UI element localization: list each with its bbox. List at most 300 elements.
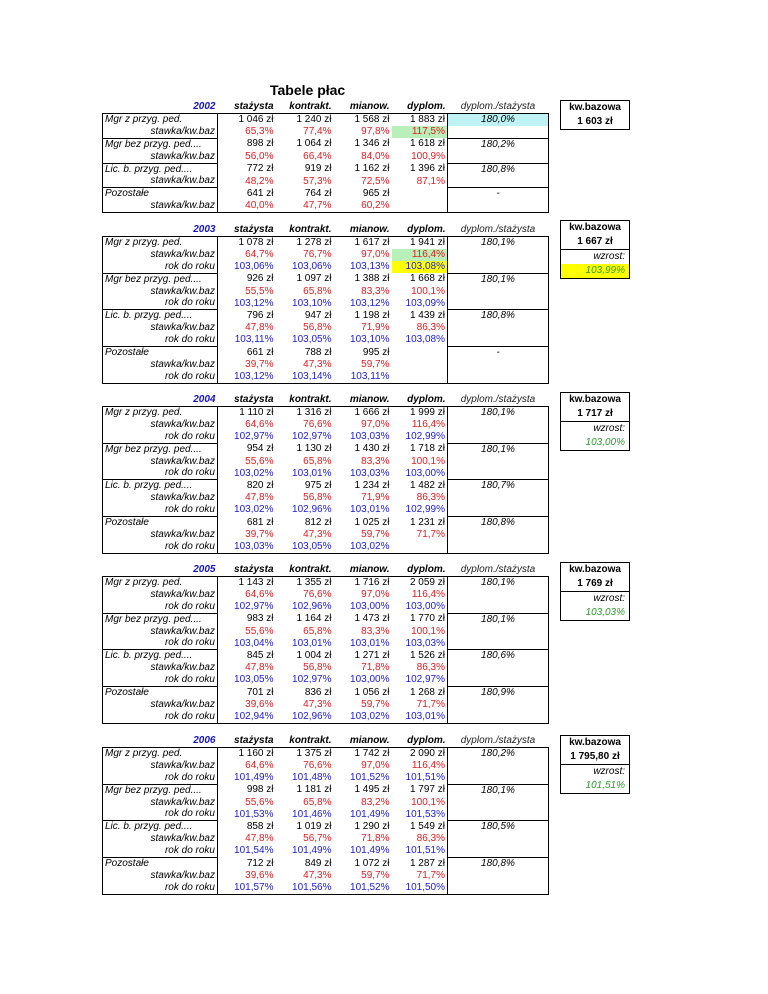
table-cell: 57,3% — [303, 175, 332, 187]
table-cell: 97,8% — [361, 126, 390, 138]
table-cell: 84,0% — [361, 150, 390, 162]
row-label: stawka/kw.baz — [103, 322, 218, 334]
table-cell: 1 160 zł — [218, 747, 276, 759]
table-cell: 1 666 zł — [334, 406, 392, 418]
ratio-cell: 180,1% — [448, 784, 549, 796]
table-row — [103, 613, 549, 625]
table-cell: 101,57% — [218, 882, 276, 894]
table-cell: 64,6% — [218, 419, 276, 431]
table-cell: 1 941 zł — [392, 236, 448, 248]
ratio-cell-empty — [448, 467, 549, 479]
table-row — [103, 261, 549, 273]
table-cell: 59,7% — [361, 358, 390, 370]
table-cell: 103,02% — [218, 467, 276, 479]
table-cell: 100,9% — [392, 151, 448, 163]
ratio-cell: 180,1% — [448, 236, 549, 248]
row-label: Mgr bez przyg. ped.... — [103, 273, 218, 285]
row-label: Mgr z przyg. ped. — [103, 406, 218, 418]
table-row — [103, 151, 549, 163]
table-cell: 65,8% — [303, 796, 332, 808]
table-header-row — [103, 101, 549, 113]
table-cell: 116,4% — [392, 760, 448, 772]
table-cell: 47,3% — [303, 698, 332, 710]
table-cell: 1 482 zł — [392, 480, 448, 492]
table-cell: 71,7% — [392, 699, 448, 711]
table-row — [103, 138, 549, 150]
base-rate-title: kw.bazowa — [569, 102, 621, 113]
table-cell: 1 797 zł — [392, 784, 448, 796]
row-label: stawka/kw.baz — [103, 529, 218, 541]
table-row — [103, 589, 549, 601]
growth-label: wzrost: — [561, 764, 629, 779]
table-cell: 97,0% — [361, 248, 390, 260]
table-cell: 47,3% — [303, 869, 332, 881]
row-label: stawka/kw.baz — [103, 870, 218, 882]
table-cell: 65,8% — [303, 455, 332, 467]
table-row — [103, 529, 549, 541]
table-cell: 1 388 zł — [354, 273, 390, 285]
table-row — [103, 297, 549, 309]
table-cell: 103,01% — [292, 467, 332, 479]
table-cell: 947 zł — [304, 310, 332, 322]
table-row — [103, 200, 549, 212]
table-cell: 681 zł — [218, 517, 276, 529]
table-cell: 71,8% — [361, 833, 390, 845]
table-cell: 56,8% — [303, 662, 332, 674]
table-cell: 1 287 zł — [392, 858, 448, 870]
table-cell: 926 zł — [218, 273, 276, 285]
table-cell: 1 198 zł — [354, 310, 390, 322]
table-row — [103, 760, 549, 772]
row-label: Mgr bez przyg. ped.... — [103, 138, 218, 150]
table-cell: 86,3% — [392, 322, 448, 334]
table-cell — [392, 371, 448, 383]
table-row — [103, 249, 549, 261]
ratio-cell-empty — [448, 286, 549, 298]
row-label: Pozostałe — [103, 347, 218, 359]
ratio-cell-empty — [448, 492, 549, 504]
table-cell: 47,3% — [303, 528, 332, 540]
ratio-cell-empty — [448, 334, 549, 346]
table-cell — [392, 359, 448, 371]
table-cell: 39,7% — [218, 359, 276, 371]
table-row — [103, 711, 549, 723]
table-row — [103, 310, 549, 322]
ratio-cell-empty — [448, 870, 549, 882]
table-cell: 102,96% — [292, 504, 332, 516]
row-label: Lic. b. przyg. ped.... — [103, 310, 218, 322]
table-header-row — [103, 224, 549, 236]
table-cell: 101,49% — [218, 772, 276, 784]
table-cell: 116,4% — [392, 249, 448, 261]
table-cell: 103,03% — [350, 467, 390, 479]
table-row — [103, 626, 549, 638]
table-cell: 1 617 zł — [334, 236, 392, 248]
base-rate-value: 1 667 zł — [577, 236, 613, 247]
ratio-cell-empty — [448, 845, 549, 857]
column-header: mianow. — [349, 394, 390, 405]
base-rate-box-2004 — [560, 392, 630, 451]
table-cell: 55,6% — [218, 456, 276, 468]
row-label: stawka/kw.baz — [103, 175, 218, 187]
table-cell: 83,3% — [361, 625, 390, 637]
table-cell: 1 495 zł — [354, 784, 390, 796]
column-header: kontrakt. — [289, 735, 332, 746]
table-row — [103, 334, 549, 346]
ratio-cell-empty — [448, 297, 549, 309]
table-cell: 103,00% — [392, 467, 448, 479]
table-cell: 836 zł — [304, 686, 332, 698]
table-cell: 71,8% — [361, 662, 390, 674]
table-row — [103, 870, 549, 882]
table-cell: 76,6% — [303, 588, 332, 600]
table-cell: 59,7% — [361, 698, 390, 710]
column-header: stażysta — [234, 735, 274, 746]
table-cell: 56,7% — [303, 833, 332, 845]
table-cell: 764 zł — [304, 188, 332, 200]
table-cell: 97,0% — [361, 418, 390, 430]
table-cell: 1 004 zł — [296, 650, 332, 662]
table-row — [103, 371, 549, 383]
table-cell: 1 716 zł — [334, 576, 392, 588]
ratio-cell: 180,8% — [448, 858, 549, 870]
table-cell: 83,3% — [361, 455, 390, 467]
row-label: rok do roku — [103, 371, 218, 383]
ratio-cell: 180,1% — [448, 443, 549, 455]
table-cell — [392, 188, 448, 200]
table-cell: 47,8% — [218, 833, 276, 845]
row-label: rok do roku — [103, 882, 218, 894]
table-cell: 975 zł — [304, 480, 332, 492]
table-row — [103, 637, 549, 649]
column-header: kontrakt. — [289, 394, 332, 405]
ratio-cell-empty — [448, 371, 549, 383]
table-cell: 661 zł — [218, 347, 276, 359]
table-row — [103, 492, 549, 504]
row-label: stawka/kw.baz — [103, 662, 218, 674]
base-rate-value: 1 603 zł — [577, 116, 613, 127]
base-rate-box-2002 — [560, 100, 630, 130]
growth-value: 101,51% — [585, 780, 625, 791]
ratio-cell: 180,1% — [448, 273, 549, 285]
pay-table-2003 — [102, 224, 548, 384]
table-cell: 55,6% — [218, 797, 276, 809]
table-cell: 76,7% — [303, 248, 332, 260]
table-cell: 116,4% — [392, 589, 448, 601]
table-row — [103, 784, 549, 796]
table-cell: 1 742 zł — [334, 747, 392, 759]
table-cell: 97,0% — [361, 588, 390, 600]
growth-value: 103,03% — [585, 607, 625, 618]
table-cell: 103,11% — [334, 371, 392, 383]
table-cell: 1 355 zł — [276, 576, 334, 588]
table-cell: 64,6% — [218, 760, 276, 772]
pay-table-2006 — [102, 735, 548, 895]
row-label: Lic. b. przyg. ped.... — [103, 163, 218, 175]
row-label: rok do roku — [103, 674, 218, 686]
table-cell: 64,6% — [218, 589, 276, 601]
table-cell: 39,6% — [218, 699, 276, 711]
table-cell: 71,7% — [392, 529, 448, 541]
column-header: dyplom./stażysta — [460, 735, 536, 746]
ratio-cell-empty — [448, 808, 549, 820]
table-row — [103, 674, 549, 686]
table-cell: 103,12% — [350, 297, 390, 309]
row-label: rok do roku — [103, 541, 218, 553]
table-cell: 1 078 zł — [218, 236, 276, 248]
ratio-cell: 180,8% — [448, 163, 549, 175]
table-cell: 1 097 zł — [296, 273, 332, 285]
table-cell: 103,05% — [218, 674, 276, 686]
table-cell: 71,9% — [361, 492, 390, 504]
table-cell: 983 zł — [218, 613, 276, 625]
table-cell: 87,1% — [392, 175, 448, 187]
table-cell: 76,6% — [303, 418, 332, 430]
table-cell: 86,3% — [392, 662, 448, 674]
ratio-cell-empty — [448, 249, 549, 261]
ratio-cell-empty — [448, 833, 549, 845]
ratio-cell: 180,7% — [448, 480, 549, 492]
table-cell — [392, 347, 448, 359]
table-row — [103, 601, 549, 613]
row-label: Mgr z przyg. ped. — [103, 236, 218, 248]
ratio-cell-empty — [448, 797, 549, 809]
table-cell: 101,52% — [350, 771, 390, 783]
table-cell: 103,01% — [392, 711, 448, 723]
table-cell: 100,1% — [392, 456, 448, 468]
row-label: Mgr bez przyg. ped.... — [103, 443, 218, 455]
table-cell: 712 zł — [218, 858, 276, 870]
table-cell: 102,97% — [292, 430, 332, 442]
row-label: rok do roku — [103, 334, 218, 346]
table-row — [103, 286, 549, 298]
table-cell: 1 231 zł — [392, 517, 448, 529]
base-rate-title: kw.bazowa — [569, 394, 621, 405]
table-cell: 812 zł — [304, 516, 332, 528]
table-row — [103, 456, 549, 468]
table-cell: 1 526 zł — [392, 650, 448, 662]
table-cell — [392, 541, 448, 553]
table-cell: 1 473 zł — [354, 613, 390, 625]
row-label: Pozostałe — [103, 188, 218, 200]
table-cell: 103,01% — [350, 504, 390, 516]
column-header: dyplom./stażysta — [460, 101, 536, 112]
table-cell: 48,2% — [218, 175, 276, 187]
ratio-cell: 180,1% — [448, 406, 549, 418]
table-cell: 55,5% — [218, 286, 276, 298]
base-rate-box-2005 — [560, 562, 630, 621]
table-cell: 103,01% — [350, 637, 390, 649]
column-header: dyplom. — [407, 394, 446, 405]
table-row — [103, 467, 549, 479]
table-cell: 1 130 zł — [296, 443, 332, 455]
row-label: stawka/kw.baz — [103, 699, 218, 711]
table-row — [103, 821, 549, 833]
table-cell: 1 019 zł — [296, 821, 332, 833]
table-row — [103, 576, 549, 588]
base-rate-box-2006 — [560, 735, 630, 794]
table-row — [103, 175, 549, 187]
table-cell: 102,97% — [218, 601, 276, 613]
ratio-cell-empty — [448, 662, 549, 674]
ratio-cell-empty — [448, 359, 549, 371]
table-cell: 1 549 zł — [392, 821, 448, 833]
ratio-cell-empty — [448, 699, 549, 711]
ratio-cell-empty — [448, 882, 549, 894]
page-title: Tabele płac — [270, 82, 346, 98]
table-cell: 103,13% — [350, 260, 390, 272]
column-header: dyplom. — [407, 735, 446, 746]
table-cell: 47,7% — [276, 200, 334, 212]
column-header: stażysta — [234, 224, 274, 235]
ratio-cell-empty — [448, 504, 549, 516]
row-label: stawka/kw.baz — [103, 359, 218, 371]
row-label: Lic. b. przyg. ped.... — [103, 650, 218, 662]
table-cell: 71,9% — [361, 322, 390, 334]
table-cell: 83,2% — [361, 796, 390, 808]
table-cell: 995 zł — [362, 346, 390, 358]
ratio-cell-empty — [448, 322, 549, 334]
ratio-cell: 180,8% — [448, 310, 549, 322]
row-label: stawka/kw.baz — [103, 419, 218, 431]
table-cell: 103,00% — [350, 674, 390, 686]
base-rate-value: 1 795,80 zł — [570, 751, 620, 762]
column-header: mianow. — [349, 224, 390, 235]
table-cell: 103,02% — [334, 541, 392, 553]
table-cell: 103,03% — [392, 637, 448, 649]
table-cell: 86,3% — [392, 833, 448, 845]
ratio-cell-empty — [448, 772, 549, 784]
column-header: kontrakt. — [289, 101, 332, 112]
ratio-cell: 180,0% — [448, 113, 549, 125]
table-cell: 103,05% — [292, 334, 332, 346]
table-cell: 919 zł — [304, 163, 332, 175]
table-cell: 1 430 zł — [354, 443, 390, 455]
table-cell: 103,08% — [392, 261, 448, 273]
table-cell: 103,06% — [218, 261, 276, 273]
ratio-cell: - — [448, 188, 549, 200]
row-label: stawka/kw.baz — [103, 286, 218, 298]
table-cell: 65,8% — [303, 285, 332, 297]
ratio-cell-empty — [448, 200, 549, 212]
table-row — [103, 236, 549, 248]
table-row — [103, 359, 549, 371]
table-cell: 59,7% — [361, 869, 390, 881]
row-label: rok do roku — [103, 637, 218, 649]
table-row — [103, 797, 549, 809]
row-label: Mgr z przyg. ped. — [103, 576, 218, 588]
table-row — [103, 662, 549, 674]
growth-label: wzrost: — [561, 421, 629, 436]
row-label: rok do roku — [103, 808, 218, 820]
year-label: 2004 — [193, 394, 216, 405]
column-header: kontrakt. — [289, 224, 332, 235]
table-cell: 1 110 zł — [218, 406, 276, 418]
row-label: Lic. b. przyg. ped.... — [103, 821, 218, 833]
ratio-cell: 180,2% — [448, 138, 549, 150]
table-cell: 101,46% — [292, 808, 332, 820]
row-label: rok do roku — [103, 504, 218, 516]
ratio-cell-empty — [448, 541, 549, 553]
table-cell: 1 046 zł — [218, 113, 276, 125]
ratio-cell-empty — [448, 601, 549, 613]
base-rate-value: 1 717 zł — [577, 408, 613, 419]
table-cell: 1 375 zł — [276, 747, 334, 759]
table-cell: 1 072 zł — [354, 857, 390, 869]
table-cell: 701 zł — [218, 687, 276, 699]
column-header: stażysta — [234, 101, 274, 112]
table-row — [103, 845, 549, 857]
table-cell: 71,7% — [392, 870, 448, 882]
table-row — [103, 747, 549, 759]
table-cell: 56,0% — [218, 151, 276, 163]
row-label: Mgr z przyg. ped. — [103, 113, 218, 125]
table-row — [103, 273, 549, 285]
table-cell: 1 143 zł — [218, 576, 276, 588]
table-cell: 1 064 zł — [296, 138, 332, 150]
year-label: 2002 — [193, 101, 216, 112]
growth-value: 103,99% — [561, 264, 629, 278]
table-cell: 101,51% — [392, 845, 448, 857]
table-cell: 858 zł — [218, 821, 276, 833]
table-cell: 101,48% — [292, 771, 332, 783]
row-label: Lic. b. przyg. ped.... — [103, 480, 218, 492]
ratio-cell: 180,2% — [448, 747, 549, 759]
table-cell: 76,6% — [303, 759, 332, 771]
growth-value: 103,00% — [585, 437, 625, 448]
table-row — [103, 882, 549, 894]
column-header: dyplom./stażysta — [460, 564, 536, 575]
table-cell: 103,04% — [218, 637, 276, 649]
table-row — [103, 833, 549, 845]
table-cell: 39,6% — [218, 870, 276, 882]
row-label: stawka/kw.baz — [103, 589, 218, 601]
table-row — [103, 126, 549, 138]
table-cell: 101,54% — [218, 845, 276, 857]
table-row — [103, 687, 549, 699]
column-header: dyplom./stażysta — [460, 394, 536, 405]
table-cell: 103,00% — [350, 600, 390, 612]
base-rate-box-2003 — [560, 220, 630, 279]
table-cell: 103,12% — [218, 297, 276, 309]
table-cell: 103,01% — [292, 637, 332, 649]
table-row — [103, 504, 549, 516]
row-label: Mgr bez przyg. ped.... — [103, 784, 218, 796]
ratio-cell-empty — [448, 151, 549, 163]
table-header-row — [103, 735, 549, 747]
table-cell: 2 059 zł — [392, 576, 448, 588]
table-cell: 66,4% — [303, 150, 332, 162]
ratio-cell-empty — [448, 261, 549, 273]
table-cell — [392, 200, 448, 212]
table-row — [103, 163, 549, 175]
row-label: Mgr bez przyg. ped.... — [103, 613, 218, 625]
row-label: Mgr z przyg. ped. — [103, 747, 218, 759]
table-cell: 845 zł — [218, 650, 276, 662]
table-cell: 103,12% — [218, 371, 276, 383]
table-cell: 1 240 zł — [276, 113, 334, 125]
row-label: rok do roku — [103, 297, 218, 309]
growth-label: wzrost: — [561, 591, 629, 606]
table-cell: 101,51% — [392, 772, 448, 784]
ratio-cell: 180,5% — [448, 821, 549, 833]
table-cell: 103,05% — [276, 541, 334, 553]
ratio-cell-empty — [448, 589, 549, 601]
table-row — [103, 808, 549, 820]
row-label: stawka/kw.baz — [103, 797, 218, 809]
table-cell: 102,99% — [392, 431, 448, 443]
ratio-cell-empty — [448, 626, 549, 638]
